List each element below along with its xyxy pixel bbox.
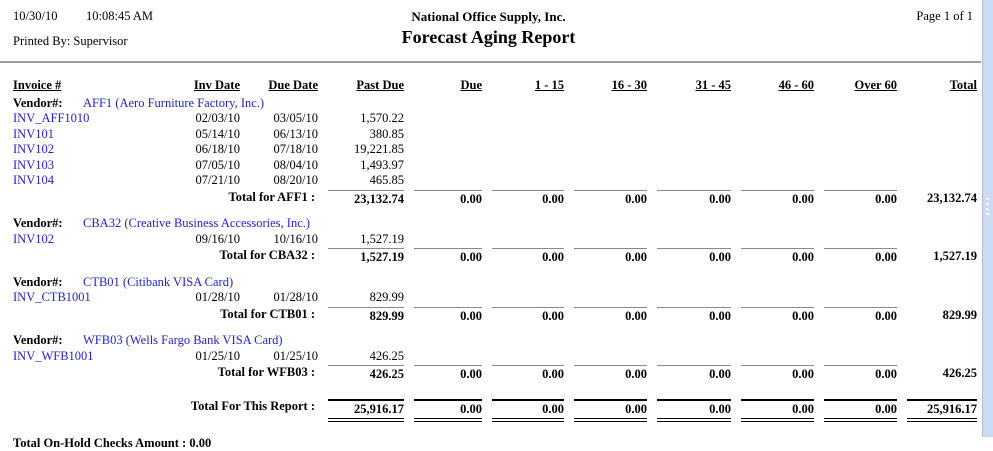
total-over-60: 0.00 xyxy=(824,248,897,266)
total-16-30: 0.00 xyxy=(574,190,647,208)
inv-date-cell: 01/25/10 xyxy=(195,348,240,363)
total-31-45: 0.00 xyxy=(657,248,731,266)
column-header-46-60: 46 - 60 xyxy=(778,78,814,92)
total-46-60: 0.00 xyxy=(741,248,814,266)
inv-date-cell: 07/05/10 xyxy=(195,157,240,172)
vendor-section-cba32 xyxy=(0,216,977,266)
past-due-cell: 1,493.97 xyxy=(360,157,404,172)
total-total: 426.25 xyxy=(942,366,977,380)
due-date-cell: 06/13/10 xyxy=(273,126,318,141)
vendor-section-ctb01 xyxy=(0,275,977,325)
total-past-due: 1,527.19 xyxy=(328,248,404,266)
invoice-link[interactable]: INV_CTB1001 xyxy=(13,290,91,304)
column-header-invoice: Invoice # xyxy=(13,78,62,92)
total-1-15: 0.00 xyxy=(492,365,564,383)
inv-date-cell: 02/03/10 xyxy=(195,111,240,125)
invoice-link[interactable]: INV101 xyxy=(13,126,54,141)
vendor-label: Vendor#: xyxy=(13,216,63,230)
vendor-label: Vendor#: xyxy=(13,333,63,347)
column-header-due-date: Due Date xyxy=(268,78,318,92)
past-due-cell: 829.99 xyxy=(369,290,404,304)
total-total: 829.99 xyxy=(942,307,977,322)
past-due-cell: 380.85 xyxy=(369,126,404,141)
total-16-30: 0.00 xyxy=(574,365,647,383)
total-over-60: 0.00 xyxy=(824,190,897,208)
total-due: 0.00 xyxy=(414,307,482,325)
vendor-total-row xyxy=(0,248,977,266)
vendor-link[interactable]: CBA32 (Creative Business Accessories, Inc.) xyxy=(83,216,311,230)
on-hold-checks-label: Total On-Hold Checks Amount : xyxy=(13,436,187,450)
invoice-link[interactable]: INV102 xyxy=(13,142,54,156)
invoice-row xyxy=(0,173,977,189)
report-total-46-60: 0.00 xyxy=(741,399,814,423)
vendor-link[interactable]: CTB01 (Citibank VISA Card) xyxy=(83,274,234,289)
inv-date-cell: 07/21/10 xyxy=(195,173,240,187)
total-past-due: 23,132.74 xyxy=(328,190,404,208)
vendor-total-label: Total for AFF1 : xyxy=(228,189,315,204)
on-hold-checks-value: 0.00 xyxy=(189,436,212,450)
report-total-1-15: 0.00 xyxy=(492,399,564,423)
report-body xyxy=(0,78,977,451)
past-due-cell: 426.25 xyxy=(369,348,404,363)
column-header-16-30: 16 - 30 xyxy=(611,78,647,92)
report-total-past-due: 25,916.17 xyxy=(328,399,404,423)
total-46-60: 0.00 xyxy=(741,307,814,325)
scrollbar-grip-dot xyxy=(986,208,989,210)
invoice-link[interactable]: INV102 xyxy=(13,231,54,246)
total-over-60: 0.00 xyxy=(824,307,897,325)
due-date-cell: 01/28/10 xyxy=(273,290,318,304)
column-header-31-45: 31 - 45 xyxy=(695,78,731,92)
vendor-label: Vendor#: xyxy=(13,95,63,110)
total-1-15: 0.00 xyxy=(492,248,564,266)
total-due: 0.00 xyxy=(414,248,482,266)
invoice-link[interactable]: INV_WFB1001 xyxy=(13,348,94,363)
vendor-total-row xyxy=(0,365,977,383)
print-date: 10/30/10 xyxy=(13,9,58,23)
report-total-over-60: 0.00 xyxy=(824,399,897,423)
past-due-cell: 1,570.22 xyxy=(360,111,404,125)
total-over-60: 0.00 xyxy=(824,365,897,383)
report-total-row xyxy=(0,399,977,423)
inv-date-cell: 09/16/10 xyxy=(195,231,240,246)
scrollbar-grip-dot xyxy=(986,203,989,205)
total-past-due: 426.25 xyxy=(328,365,404,383)
report-total-total: 25,916.17 xyxy=(907,399,977,423)
column-header-past-due: Past Due xyxy=(356,78,404,92)
vendor-total-row xyxy=(0,307,977,325)
header-divider xyxy=(0,61,981,63)
invoice-link[interactable]: INV103 xyxy=(13,157,54,172)
column-header-over-60: Over 60 xyxy=(854,78,897,92)
inv-date-cell: 06/18/10 xyxy=(195,142,240,156)
column-header-1-15: 1 - 15 xyxy=(534,78,564,92)
vendor-header-row xyxy=(0,96,977,112)
invoice-row xyxy=(0,290,977,306)
invoice-row xyxy=(0,158,977,174)
total-31-45: 0.00 xyxy=(657,307,731,325)
due-date-cell: 03/05/10 xyxy=(273,111,318,125)
vendor-header-row xyxy=(0,216,977,232)
vendor-header-row xyxy=(0,333,977,349)
total-total: 23,132.74 xyxy=(927,190,977,205)
vendor-header-row xyxy=(0,275,977,291)
vendor-total-label: Total for CBA32 : xyxy=(219,248,315,262)
total-due: 0.00 xyxy=(414,365,482,383)
total-1-15: 0.00 xyxy=(492,307,564,325)
past-due-cell: 465.85 xyxy=(369,173,404,187)
report-total-16-30: 0.00 xyxy=(574,399,647,423)
scrollbar-grip-dot xyxy=(986,213,989,215)
invoice-row xyxy=(0,232,977,248)
total-46-60: 0.00 xyxy=(741,365,814,383)
scrollbar-grip-dot xyxy=(986,198,989,200)
column-header-total: Total xyxy=(949,78,977,92)
total-31-45: 0.00 xyxy=(657,365,731,383)
due-date-cell: 07/18/10 xyxy=(273,142,318,156)
vendor-total-label: Total for CTB01 : xyxy=(220,306,315,321)
total-1-15: 0.00 xyxy=(492,190,564,208)
invoice-row xyxy=(0,349,977,365)
invoice-link[interactable]: INV_AFF1010 xyxy=(13,111,90,125)
due-date-cell: 08/04/10 xyxy=(273,157,318,172)
vendor-link[interactable]: WFB03 (Wells Fargo Bank VISA Card) xyxy=(83,333,283,347)
past-due-cell: 19,221.85 xyxy=(354,142,404,156)
total-due: 0.00 xyxy=(414,190,482,208)
total-past-due: 829.99 xyxy=(328,307,404,325)
total-total: 1,527.19 xyxy=(933,249,977,263)
due-date-cell: 01/25/10 xyxy=(273,348,318,363)
inv-date-cell: 05/14/10 xyxy=(195,126,240,141)
report-total-31-45: 0.00 xyxy=(657,399,731,423)
vendor-section-wfb03 xyxy=(0,333,977,383)
total-31-45: 0.00 xyxy=(657,190,731,208)
column-header-row xyxy=(0,78,977,94)
invoice-link[interactable]: INV104 xyxy=(13,173,54,187)
vendor-link[interactable]: AFF1 (Aero Furniture Factory, Inc.) xyxy=(83,95,265,110)
printed-by: Printed By: Supervisor xyxy=(13,34,128,48)
vertical-scrollbar[interactable] xyxy=(982,0,993,437)
page-indicator: Page 1 of 1 xyxy=(916,9,973,23)
invoice-row xyxy=(0,127,977,143)
total-16-30: 0.00 xyxy=(574,307,647,325)
vendor-total-row xyxy=(0,190,977,208)
due-date-cell: 10/16/10 xyxy=(273,231,318,246)
on-hold-checks-line xyxy=(0,436,977,451)
company-name: National Office Supply, Inc. xyxy=(411,9,566,24)
column-header-inv-date: Inv Date xyxy=(193,78,240,92)
due-date-cell: 08/20/10 xyxy=(273,173,318,187)
vendor-section-aff1 xyxy=(0,96,977,208)
column-header-due: Due xyxy=(460,78,482,92)
report-total-label: Total For This Report : xyxy=(190,398,315,413)
report-total-due: 0.00 xyxy=(414,399,482,423)
print-time: 10:08:45 AM xyxy=(86,9,154,23)
past-due-cell: 1,527.19 xyxy=(360,231,404,246)
report-title: Forecast Aging Report xyxy=(401,27,576,47)
vendor-total-label: Total for WFB03 : xyxy=(217,365,315,379)
total-46-60: 0.00 xyxy=(741,190,814,208)
invoice-row xyxy=(0,142,977,158)
total-16-30: 0.00 xyxy=(574,248,647,266)
inv-date-cell: 01/28/10 xyxy=(195,290,240,304)
invoice-row xyxy=(0,111,977,127)
vendor-label: Vendor#: xyxy=(13,274,63,289)
